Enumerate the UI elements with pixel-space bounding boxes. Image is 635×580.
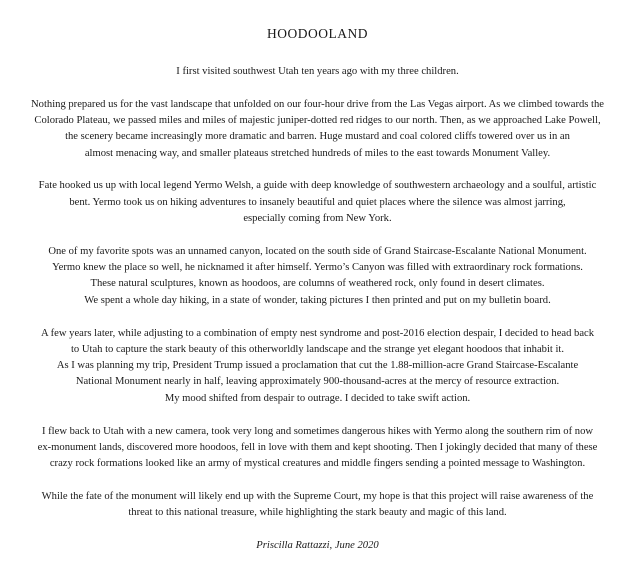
paragraph-2: [10, 97, 625, 162]
document-title: HOODOOLAND: [267, 26, 368, 41]
paragraph-3: [10, 178, 625, 227]
paragraph-6: [10, 424, 625, 473]
paragraph-line: the scenery became increasingly more dramatic and barren. Huge mustard and coal colored cliffs towered over us in an: [65, 131, 570, 143]
paragraph-4: [10, 244, 625, 309]
paragraph-line: A few years later, while adjusting to a combination of empty nest syndrome and post-2016 election despair, I decided to head back: [40, 327, 595, 339]
paragraph-line: especially coming from New York.: [243, 213, 392, 225]
paragraph-line: to Utah to capture the stark beauty of this otherworldly landscape and the strange yet elegant hoodoos that inhabit it.: [70, 343, 565, 355]
body-text: [10, 64, 625, 522]
paragraph-line: Yermo knew the place so well, he nicknamed it after himself. Yermo’s Canyon was filled with extraordinary rock formations.: [52, 262, 583, 274]
paragraph-line: Colorado Plateau, we passed miles and miles of majestic juniper-dotted red ridges to our north. Then, as we approached Lake Powell,: [34, 115, 601, 127]
paragraph-line: Fate hooked us up with local legend Yermo Welsh, a guide with deep knowledge of southwestern archaeology and a soulful, artistic: [38, 180, 597, 192]
paragraph-line: ex-monument lands, discovered more hoodoos, fell in love with them and kept shooting. Then I jokingly decided that many of these: [37, 441, 598, 453]
author-signature: Priscilla Rattazzi, June 2020: [256, 540, 379, 552]
paragraph-line: I first visited southwest Utah ten years ago with my three children.: [176, 66, 459, 77]
paragraph-line: We spent a whole day hiking, in a state of wonder, taking pictures I then printed and put on my bulletin board.: [84, 294, 551, 306]
paragraph-1: [10, 64, 625, 80]
paragraph-line: National Monument nearly in half, leaving approximately 900-thousand-acres at the mercy of resource extraction.: [75, 376, 560, 388]
paragraph-line: bent. Yermo took us on hiking adventures to insanely beautiful and quiet places where the silence was almost jarring,: [69, 196, 566, 208]
paragraph-7: [10, 489, 625, 522]
paragraph-line: Nothing prepared us for the vast landscape that unfolded on our four-hour drive from the Las Vegas airport. As we climbed towards the: [31, 98, 604, 110]
paragraph-line: As I was planning my trip, President Trump issued a proclamation that cut the 1.88-million-acre Grand Staircase-Escalante: [56, 360, 579, 372]
paragraph-5: [10, 326, 625, 407]
paragraph-line: almost menacing way, and smaller plateaus stretched hundreds of miles to the east towards Monument Valley.: [84, 147, 551, 159]
paragraph-line: While the fate of the monument will likely end up with the Supreme Court, my hope is that this project will raise awareness of the: [41, 490, 594, 502]
paragraph-line: I flew back to Utah with a new camera, took very long and sometimes dangerous hikes with Yermo along the southern rim of now: [41, 425, 594, 437]
paragraph-line: One of my favorite spots was an unnamed canyon, located on the south side of Grand Staircase-Escalante National Monument.: [48, 245, 587, 257]
paragraph-line: These natural sculptures, known as hoodoos, are columns of weathered rock, only found in desert climates.: [90, 278, 545, 290]
paragraph-line: crazy rock formations looked like an army of mystical creatures and middle fingers sending a pointed message to Washington.: [49, 458, 586, 470]
paragraph-line: threat to this national treasure, while highlighting the stark beauty and magic of this land.: [128, 507, 507, 519]
paragraph-line: My mood shifted from despair to outrage. I decided to take swift action.: [164, 392, 471, 404]
